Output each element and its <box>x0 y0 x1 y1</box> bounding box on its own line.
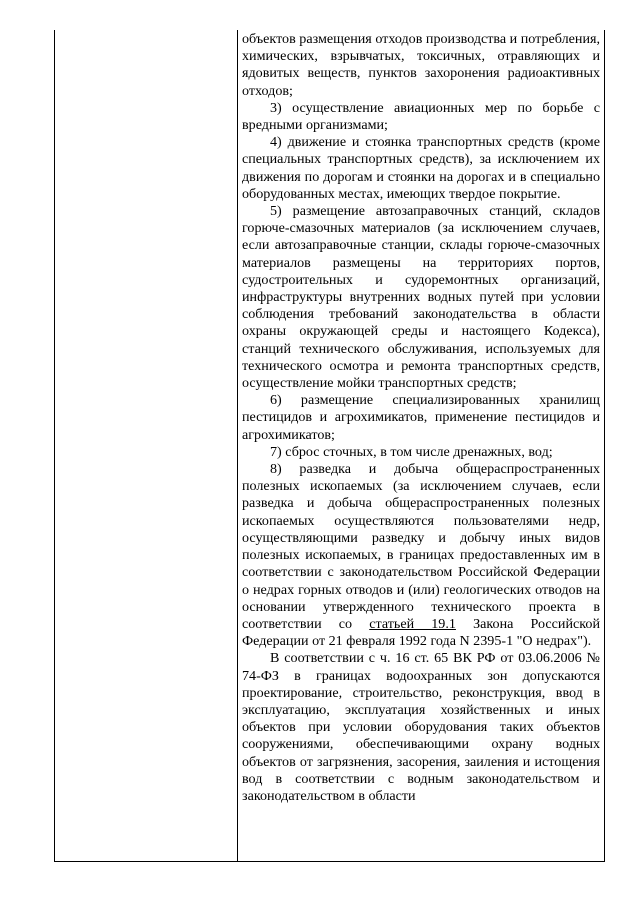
table-right-cell <box>242 31 600 805</box>
law-article-link[interactable]: статьей 19.1 <box>369 615 456 632</box>
list-item: 5) размещение автозаправочных станций, складов горюче-смазочных материалов (за исключением случаев, если автозаправочные станции, склады горюче-смазочных материалов размещены на территориях портов, судостроительных и судоремонтных организаций, инфраструктуры внутренних водных путей при условии соблюдения требований законодательства в области охраны окружающей среды и настоящего Кодекса), станций технического обслуживания, используемых для технического осмотра и ремонта транспортных средств, осуществление мойки транспортных средств; <box>242 203 600 392</box>
continuation-paragraph: объектов размещения отходов производства и потребления, химических, взрывчатых, токсичных, отравляющих и ядовитых веществ, пунктов захоронения радиоактивных отходов; <box>242 31 600 99</box>
item8-text-before: 8) разведка и добыча общераспространенных полезных ископаемых (за исключением случаев, если разведка и добыча общераспространенных полезных ископаемых осуществляются пользователями недр, осуществляющими разведку и добычу иных видов полезных ископаемых, в границах предоставленных им в соответствии с законодательством Российской Федерации о недрах горных отводов и (или) геологических отводов на основании утвержденного технического проекта в соответствии со <box>242 461 600 632</box>
list-item: 6) размещение специализированных хранилищ пестицидов и агрохимикатов, применение пестицидов и агрохимикатов; <box>242 392 600 443</box>
closing-paragraph: В соответствии с ч. 16 ст. 65 ВК РФ от 03.06.2006 № 74-ФЗ в границах водоохранных зон допускаются проектирование, строительство, реконструкция, ввод в эксплуатацию, эксплуатация хозяйственных и иных объектов при условии оборудования таких объектов сооружениями, обеспечивающими охрану водных объектов от загрязнения, засорения, заиления и истощения вод в соответствии с водным законодательством и законодательством в области <box>242 650 600 804</box>
list-item: 3) осуществление авиационных мер по борьбе с вредными организмами; <box>242 99 600 134</box>
list-item: 7) сброс сточных, в том числе дренажных, вод; <box>270 443 553 460</box>
table-column-divider <box>237 30 238 861</box>
list-item: 4) движение и стоянка транспортных средств (кроме специальных транспортных средств), за исключением их движения по дорогам и стоянки на дорогах и в специально оборудованных местах, имеющих твердое покрытие. <box>242 134 600 202</box>
table-left-cell <box>55 30 237 861</box>
item8-text-after: Закона Российской Федерации от 21 февраля 1992 года N 2395-1 "О недрах"). <box>242 615 600 650</box>
document-table <box>54 30 605 862</box>
list-item-8 <box>242 461 600 650</box>
